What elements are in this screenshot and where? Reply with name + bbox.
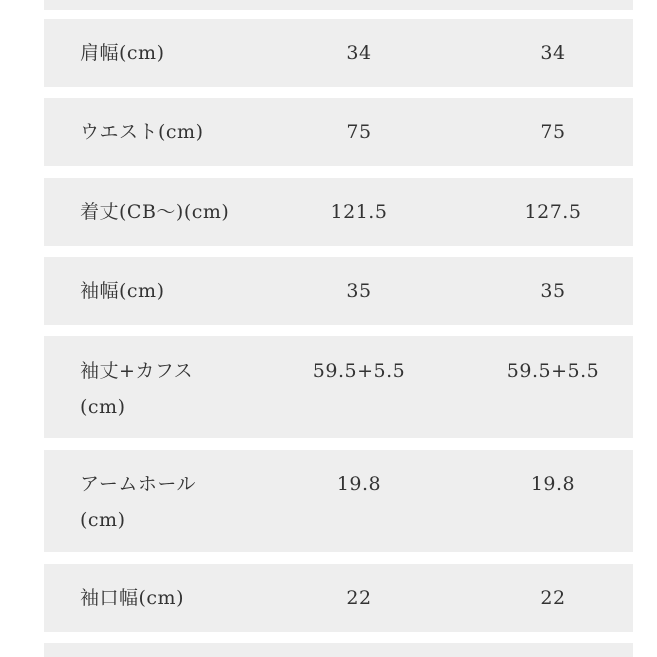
row-label: 袖幅(cm)	[80, 280, 165, 302]
table-row-waist	[44, 98, 633, 166]
row-label: 着丈(CB〜)(cm)	[80, 201, 230, 223]
row-label: アームホール(cm)	[80, 473, 197, 531]
row-value-1: 22	[346, 587, 372, 609]
row-value-1: 19.8	[336, 473, 382, 495]
row-value-2: 22	[540, 587, 566, 609]
table-row-sleeve-length	[44, 336, 633, 438]
table-row-shoulder-width	[44, 19, 633, 87]
row-value-1: 59.5+5.5	[312, 360, 406, 382]
table-row-armhole	[44, 450, 633, 552]
row-value-2: 75	[540, 121, 566, 143]
row-value-2: 127.5	[524, 201, 582, 223]
table-row-partial-bottom	[44, 643, 633, 657]
row-value-1: 35	[346, 280, 372, 302]
table-row-cuff-width	[44, 564, 633, 632]
row-value-1: 75	[346, 121, 372, 143]
table-row-partial-top	[44, 0, 633, 10]
row-value-1: 121.5	[330, 201, 388, 223]
row-value-1: 34	[346, 42, 372, 64]
table-row-length	[44, 178, 633, 246]
row-value-2: 59.5+5.5	[506, 360, 600, 382]
row-label: ウエスト(cm)	[80, 121, 204, 143]
row-label: 袖口幅(cm)	[80, 587, 184, 609]
row-value-2: 34	[540, 42, 566, 64]
row-value-2: 35	[540, 280, 566, 302]
table-row-sleeve-width	[44, 257, 633, 325]
row-label: 肩幅(cm)	[80, 42, 165, 64]
row-label: 袖丈+カフス(cm)	[80, 360, 194, 418]
row-value-2: 19.8	[530, 473, 576, 495]
